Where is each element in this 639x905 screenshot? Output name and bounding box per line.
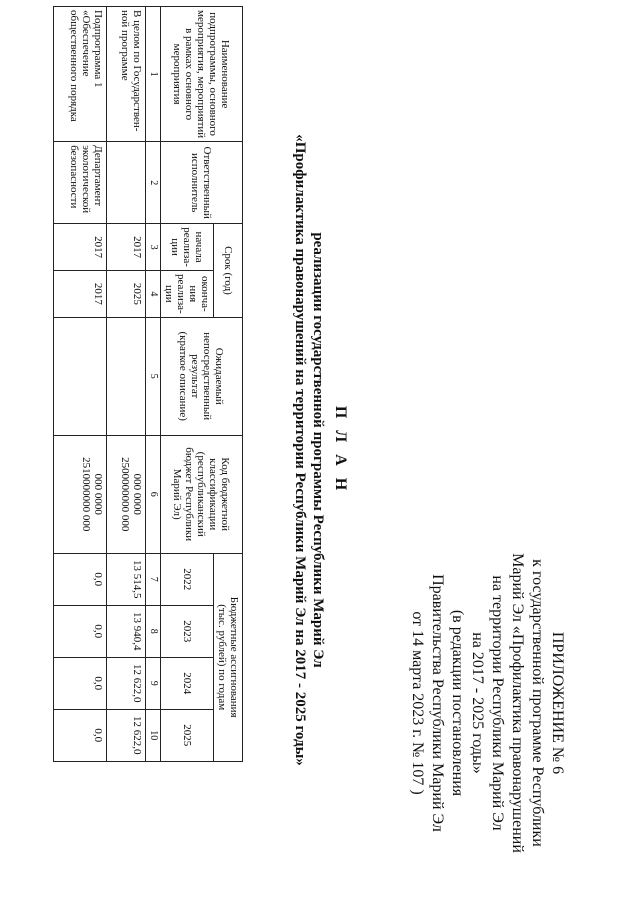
header-name: Наименование подпрограммы, основного мероприятия, мероприятий в рамках основного мероприятия [161,7,243,142]
header-result: Ожидаемый непосредственный результат (краткое описание) [161,317,243,435]
column-number: 10 [146,709,161,761]
plan-heading: П Л А Н [332,405,349,495]
column-number: 6 [146,435,161,553]
row-result [107,317,146,435]
appendix-line: на 2017 - 2025 годы» [469,632,486,774]
row-result [54,317,107,435]
row-executor [107,142,146,224]
row-name: Подпрограмма 1 «Обеспечение общественного порядка [54,7,107,142]
appendix-line: на территории Республики Марий Эл [489,575,506,831]
plan-title-line2: «Профилактика правонарушений на территории Республики Марий Эл на 2017 - 2025 годы» [292,134,308,766]
row-start: 2017 [54,224,107,271]
header-row-1 [214,7,243,762]
header-code: Код бюджетной классификации (республиканский бюджет Республики Марий Эл) [161,435,243,553]
row-code: 000 0000 2500000000 000 [107,435,146,553]
header-term-start: начала реализа- ции [161,224,214,271]
row-end: 2017 [54,270,107,317]
row-executor: Департамент экологической безопасности [54,142,107,224]
row-2025: 0,0 [54,709,107,761]
row-name: В целом по Государствен- ной программе [107,7,146,142]
plan-table [53,6,243,762]
table-row [107,7,146,762]
appendix-line: ПРИЛОЖЕНИЕ № 6 [549,631,566,775]
row-2023: 0,0 [54,605,107,657]
appendix-date-line: от 14 марта 2023 г. № 107 ) [409,611,426,795]
appendix-block [407,528,567,878]
header-year-2024: 2024 [161,657,214,709]
column-number: 9 [146,657,161,709]
row-2025: 12 622,0 [107,709,146,761]
column-number: 3 [146,224,161,271]
column-number: 5 [146,317,161,435]
row-2024: 12 622,0 [107,657,146,709]
column-number: 2 [146,142,161,224]
plan-title [291,100,349,800]
header-term-end: оконча- ния реализа- ции [161,270,214,317]
appendix-line: (в редакции постановления [449,609,466,797]
column-number: 7 [146,553,161,605]
header-budget: Бюджетные ассигнования (тыс. рублей) по годам [214,553,243,761]
header-executor: Ответственный исполнитель [161,142,243,224]
row-2022: 0,0 [54,553,107,605]
row-code: 000 0000 2510000000 000 [54,435,107,553]
plan-title-line1: реализации государственной программы Республики Марий Эл [310,232,326,668]
column-number-row [146,7,161,762]
header-term: Срок (год) [214,224,243,318]
row-2024: 0,0 [54,657,107,709]
header-year-2023: 2023 [161,605,214,657]
column-number: 8 [146,605,161,657]
appendix-line: Правительства Республики Марий Эл [429,574,446,832]
appendix-line: Марий Эл «Профилактика правонарушений [509,553,526,853]
header-year-2025: 2025 [161,709,214,761]
row-start: 2017 [107,224,146,271]
row-end: 2025 [107,270,146,317]
appendix-line: к государственной программе Республики [529,559,546,847]
table-row [54,7,107,762]
row-2023: 13 940,4 [107,605,146,657]
row-2022: 13 514,5 [107,553,146,605]
column-number: 1 [146,7,161,142]
column-number: 4 [146,270,161,317]
header-year-2022: 2022 [161,553,214,605]
